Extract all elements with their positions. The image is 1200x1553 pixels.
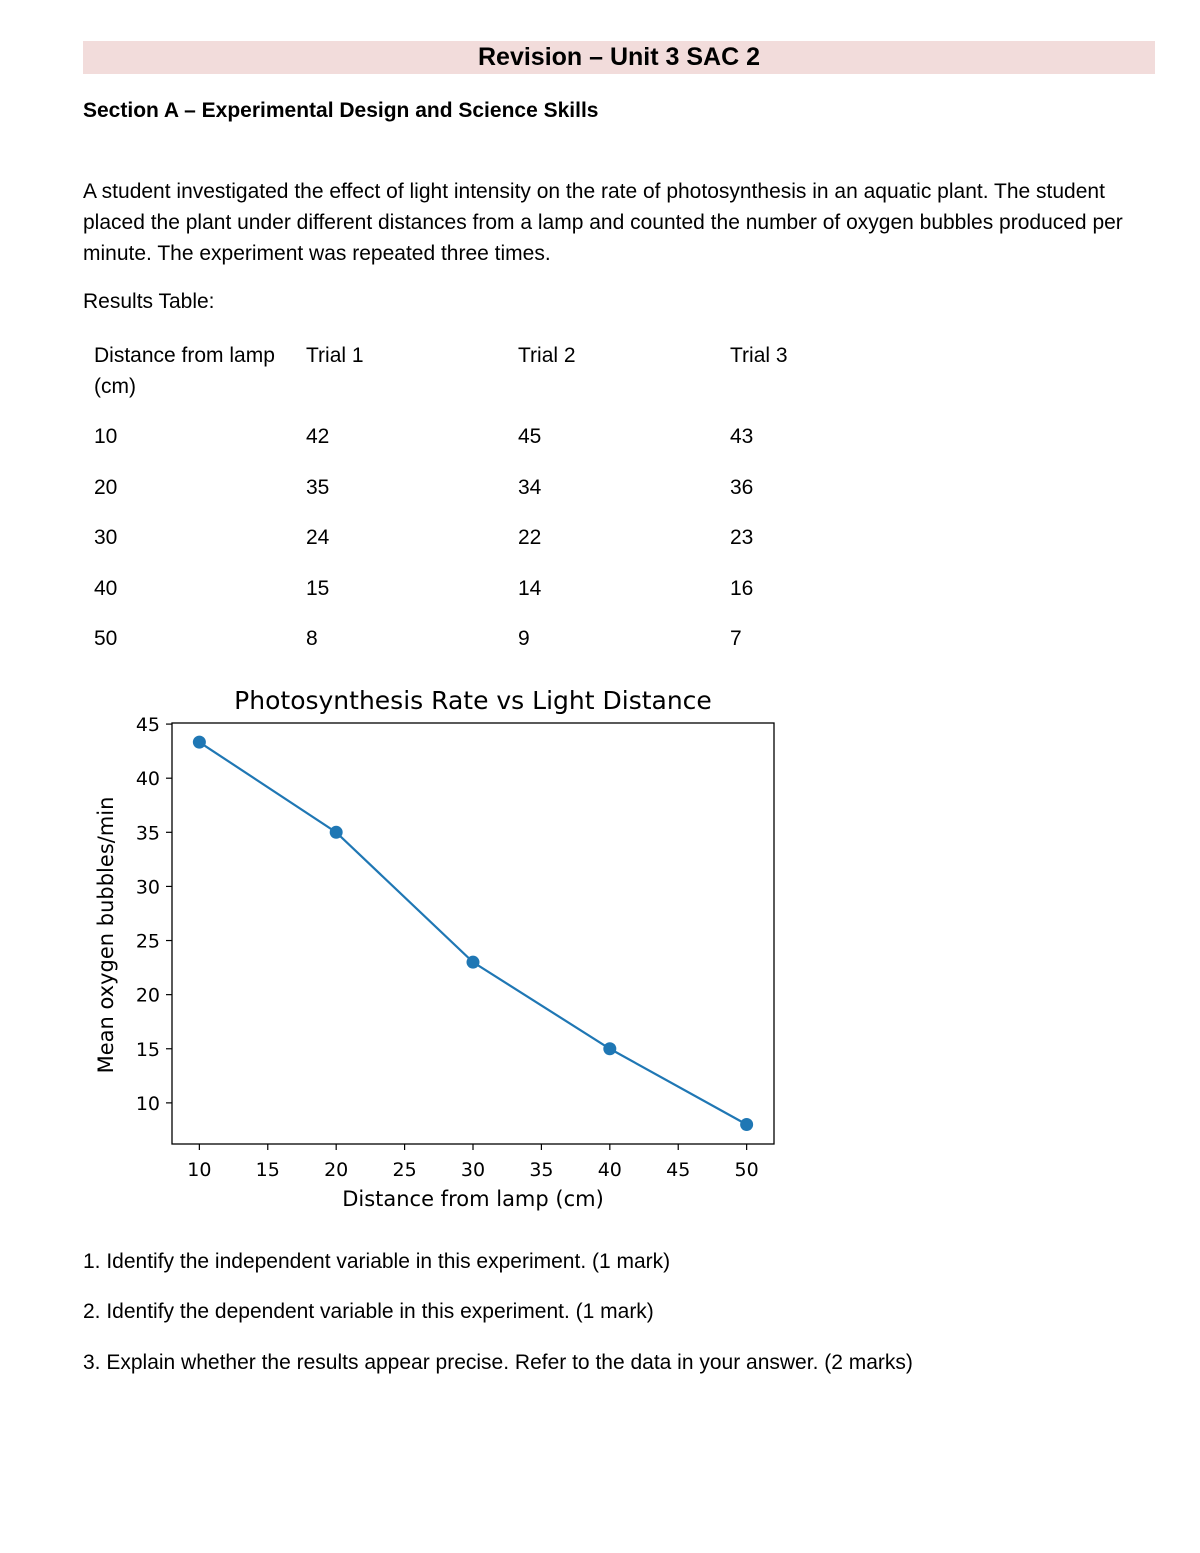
x-tick-label: 30 <box>460 1159 486 1181</box>
header-distance: Distance from lamp (cm) <box>94 344 275 398</box>
intro-paragraph: A student investigated the effect of light intensity on the rate of photosynthesis in an aquatic plant. The student placed the plant under different distances from a lamp and counted the number of oxygen bubbles produced per minute. The experiment was repeated three times. <box>83 180 1123 265</box>
data-point <box>740 1118 753 1131</box>
results-table-header-row <box>83 340 931 421</box>
x-tick-label: 40 <box>597 1159 622 1181</box>
y-tick-label: 20 <box>135 984 160 1007</box>
table-cell: 16 <box>730 576 754 600</box>
x-tick-label: 15 <box>255 1159 280 1181</box>
results-table-label: Results Table: <box>83 290 215 313</box>
table-cell: 50 <box>94 627 118 650</box>
y-tick-label: 25 <box>135 930 160 953</box>
data-point <box>193 736 206 749</box>
x-tick-label: 20 <box>324 1159 349 1181</box>
question-2: 2. Identify the dependent variable in this experiment. (1 mark) <box>83 1300 654 1323</box>
table-cell: 9 <box>518 627 530 650</box>
question-3: 3. Explain whether the results appear precise. Refer to the data in your answer. (2 marks) <box>83 1351 913 1374</box>
y-tick-label: 10 <box>135 1092 160 1115</box>
table-cell: 35 <box>306 475 330 499</box>
y-tick-label: 35 <box>135 822 160 845</box>
header-trial-1: Trial 1 <box>306 344 364 367</box>
photosynthesis-chart <box>90 680 790 1220</box>
table-cell: 34 <box>518 475 542 499</box>
y-tick-label: 45 <box>135 714 160 737</box>
table-cell: 23 <box>730 526 754 549</box>
table-cell: 10 <box>94 425 118 448</box>
table-cell: 8 <box>306 627 318 650</box>
section-heading: Section A – Experimental Design and Science Skills <box>83 99 599 122</box>
table-cell: 20 <box>94 475 118 499</box>
table-row <box>83 573 931 624</box>
document-title-bar <box>83 41 1155 74</box>
results-table <box>83 340 931 674</box>
data-point <box>603 1042 616 1055</box>
y-tick-label: 15 <box>135 1038 160 1061</box>
document-title: Revision – Unit 3 SAC 2 <box>477 43 761 71</box>
x-tick-label: 35 <box>529 1159 554 1181</box>
data-point <box>330 826 343 839</box>
header-trial-2: Trial 2 <box>518 344 576 367</box>
y-tick-label: 40 <box>135 768 160 791</box>
x-tick-label: 25 <box>392 1159 417 1181</box>
table-cell: 42 <box>306 425 330 448</box>
table-cell: 15 <box>306 576 330 600</box>
table-cell: 14 <box>518 576 542 600</box>
table-row <box>83 472 931 523</box>
x-tick-label: 50 <box>734 1159 759 1181</box>
table-cell: 36 <box>730 475 754 499</box>
series-line <box>199 742 746 1124</box>
table-cell: 40 <box>94 576 118 600</box>
table-cell: 30 <box>94 526 118 549</box>
table-row <box>83 421 931 472</box>
table-cell: 24 <box>306 526 330 549</box>
chart-x-axis-label: Distance from lamp (cm) <box>342 1187 604 1211</box>
chart-plot-frame <box>172 723 774 1144</box>
table-cell: 7 <box>730 627 742 650</box>
y-tick-label: 30 <box>135 876 160 899</box>
chart-title: Photosynthesis Rate vs Light Distance <box>234 686 712 715</box>
data-point <box>467 956 480 969</box>
x-tick-label: 45 <box>666 1159 691 1181</box>
x-tick-label: 10 <box>187 1159 212 1181</box>
chart-y-axis-label: Mean oxygen bubbles/min <box>94 796 118 1074</box>
question-1: 1. Identify the independent variable in this experiment. (1 mark) <box>83 1250 671 1273</box>
table-cell: 22 <box>518 526 542 549</box>
table-cell: 45 <box>518 425 542 448</box>
header-trial-3: Trial 3 <box>730 344 788 367</box>
table-row <box>83 623 931 674</box>
table-row <box>83 522 931 573</box>
table-cell: 43 <box>730 425 754 448</box>
